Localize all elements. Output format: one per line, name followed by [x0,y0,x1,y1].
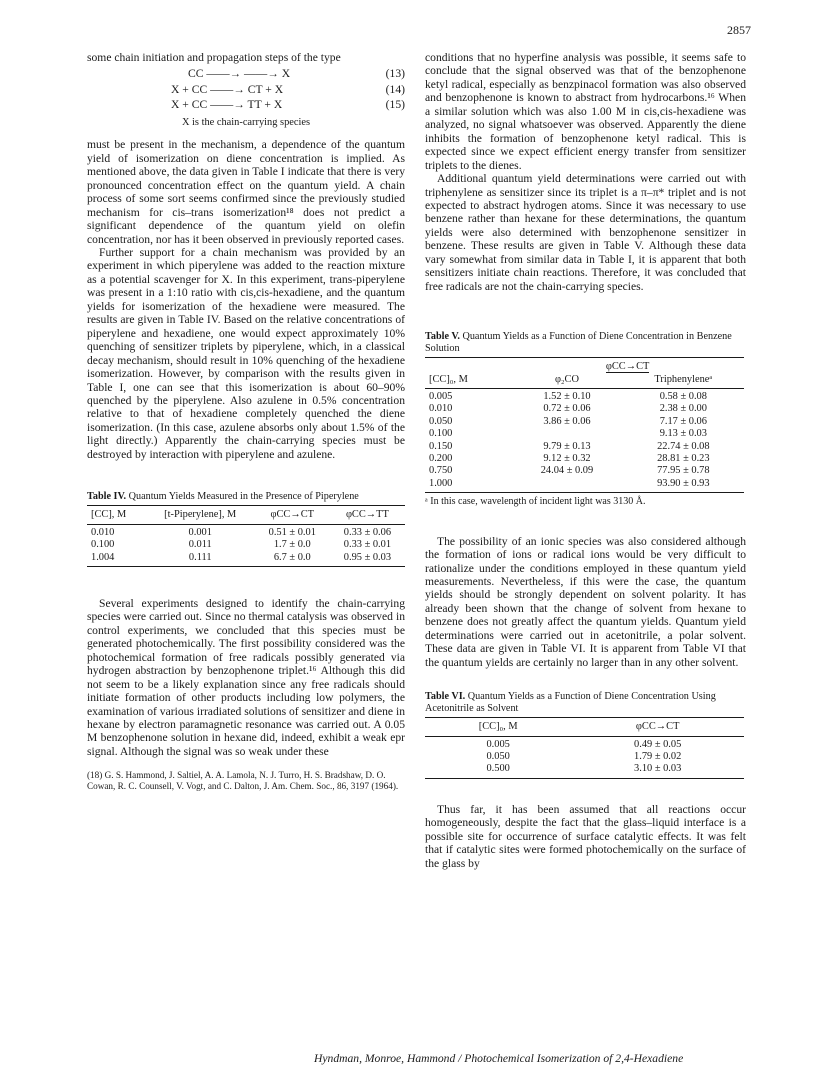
table-cell: 77.95 ± 0.78 [657,465,710,477]
table-cell: 93.90 ± 0.93 [623,478,744,493]
page-number: 2857 [727,23,751,37]
column-header: φCC→CT [255,506,330,524]
table-cell: 9.12 ± 0.32 [543,453,591,464]
table-cell: 1.52 ± 0.10 [543,390,591,402]
table-label: Table V. [425,331,460,343]
table-cell: 0.33 ± 0.06 [343,526,392,538]
equation-15 [87,98,405,114]
table-footnote: ᵃ In this case, wavelength of incident light was 3130 Å. [425,496,646,508]
table-cell: 9.13 ± 0.03 [659,428,707,440]
table-cell: 0.750 [429,465,453,477]
table-row [425,428,744,440]
equation-number: (14) [385,82,405,96]
table-cell: 0.005 [486,738,510,750]
table-v [425,357,744,493]
equation-note: X is the chain-carrying species [181,116,311,128]
paragraph: The possibility of an ionic species was also considered although the formation of ions or radical ions would be very difficult to rationalize under the conditions employed in these quantum yield measurements. Nevertheless, if this were the case, the quantum yields should be strongly dependent on solvent polarity. It has already been shown that the change of solvent from hexane to benzene does not greatly affect the quantum yields. Quantum yield determinations were carried out in acetonitrile, a polar solvent. These data are given in Table VI. It is apparent from Table VI that the quantum yields are certainly no larger than in any other solvent. [425,534,746,669]
table-cell: 0.100 [429,428,453,440]
table-vi-caption [425,691,746,715]
table-row [425,763,744,778]
table-cell: 0.200 [429,453,453,464]
table-row [87,539,405,551]
blank-header [425,358,511,374]
table-cell: 0.005 [429,390,453,402]
table-cell: 0.050 [486,751,510,763]
table-span-header-row [425,358,744,374]
span-header-label: φCC→CT [605,361,650,373]
table-header-row [425,374,744,389]
table-cell: 3.10 ± 0.03 [571,763,744,778]
table-cell: 0.050 [429,415,453,427]
table-cell: 28.81 ± 0.23 [657,453,710,464]
table-cell: 0.72 ± 0.06 [543,403,591,415]
table-iv-caption [87,491,405,503]
table-vi [425,717,744,779]
paragraph: Further support for a chain mechanism was provided by an experiment in which piperylene was added to the reaction mixture as a potential scavenger for X. In this experiment, trans-piperylene was present in a 1:10 ratio with cis,cis-hexadiene, and the quantum yields for isomerization of the hexadiene were measured. The results are given in Table IV. Based on the relative concentrations of piperylene and hexadiene, one would expect approximately 10% quenching of sensitizer triplets by piperylene, which, in a classical decay mechanism, should result in 10% quenching of the hexadiene isomerization. However, by comparison with the results given in Table I, one can see that this isomerization is about 60–90% quenched by the piperylene. Also azulene in 0.5% concentration relative to that of hexadiene completely quenched the diene isomerization. (In this case, azulene absorbs only about 1.5% of the light directly.) Apparently the chain-carrying species must be destroyed by interaction with piperylene and azulene. [87,246,405,461]
table-row [425,453,744,465]
table-cell: 1.7 ± 0.0 [273,539,311,551]
table-caption-text: Quantum Yields Measured in the Presence of Piperylene [128,491,359,503]
table-cell: 24.04 ± 0.09 [540,465,594,477]
table-cell: 0.011 [188,539,212,551]
table-v-caption [425,331,746,355]
table-label: Table VI. [425,691,466,703]
table-header-row [425,718,744,736]
table-cell: 1.79 ± 0.02 [634,751,682,763]
column-header: [CC], M [87,506,146,524]
table-header-row [87,506,405,524]
equation-expression: X + CC ——→ TT + X [171,98,283,112]
table-cell: 0.111 [146,552,255,567]
paragraph: Additional quantum yield determinations were carried out with triphenylene as sensitizer since its triplet is a π–π* triplet and is not expected to abstract hydrogen atoms. Since it was necessary to use benzene rather than hexane for these determinations, the quantum yields were also determined with benzophenone sensitizer in benzene. These results are given in Table V. Although these data vary somewhat from similar data in Table I, it is apparent that both sensitizers initiate chain reactions. Therefore, it was concluded that free radicals are not the chain-carrying species. [425,172,746,293]
table-row [425,416,744,428]
table-cell: 0.95 ± 0.03 [330,552,405,567]
table-caption-text: Quantum Yields as a Function of Diene Concentration in Benzene Solution [425,331,732,355]
table-row [425,736,744,751]
table-cell: 1.004 [87,552,146,567]
table-row [425,403,744,415]
table-row [87,524,405,539]
paragraph: Several experiments designed to identify the chain-carrying species were carried out. Since no thermal catalysis was observed in control experiments, we concluded that this species must be generated photochemically. The first possibility considered was the photochemical formation of free radicals possibly generated via hydrogen abstraction by benzophenone triplet.¹⁶ Although this did not seem to be a likely explanation since any free radicals should initiate formation of other products including low polymers, the examination of various irradiated solutions of sensitizer and diene in hexane by electron paramagnetic resonance was carried out. A 0.05 M benzophenone solution in hexane did, indeed, exhibit a weak epr signal. Although the signal was so weak under these [87,596,405,758]
running-footer: Hyndman, Monroe, Hammond / Photochemical Isomerization of 2,4-Hexadiene [314,1052,684,1065]
paragraph: Thus far, it has been assumed that all reactions occur homogeneously, despite the fact that the glass–liquid interface is a possible site for occurrence of surface catalytic effects. It was felt that if catalytic sites were formed photochemically on the surface of the glass by [425,802,746,870]
table-row [425,478,744,493]
table-cell: 1.000 [425,478,511,493]
intro-line: some chain initiation and propagation steps of the type [87,51,341,64]
table-cell: 0.58 ± 0.08 [659,390,707,402]
table-cell: 0.51 ± 0.01 [268,526,316,538]
paragraph: conditions that no hyperfine analysis was possible, it seems safe to conclude that the signal observed was that of the benzophenone ketyl radical, especially as benzpinacol formation was also observed and benzophenone is known to abstract from hydrocarbons.¹⁶ When a similar solution which was also 1.00 M in cis,cis-hexadiene was analyzed, no signal whatsoever was observed. Apparently the diene inhibits the formation of benzophenone ketyl radical. This is expected since we expect efficient energy transfer from sensitizer triplets to the dienes. [425,51,746,172]
equation-number: (13) [385,67,405,81]
table-cell: 0.010 [429,403,453,415]
equation-block [87,67,405,114]
table-cell: 0.100 [91,539,115,551]
table-cell: 9.79 ± 0.13 [543,440,591,452]
table-cell: 7.17 ± 0.06 [659,415,707,427]
table-cell [511,428,622,440]
equation-expression: CC ——→ ——→ X [188,67,291,81]
equation-14 [87,83,405,99]
table-caption-text: Quantum Yields as a Function of Diene Concentration Using Acetonitrile as Solvent [425,691,716,715]
table-row [87,552,405,567]
table-body [425,388,744,492]
column-header: φCC→CT [571,718,744,736]
paragraph: must be present in the mechanism, a dependence of the quantum yield of isomerization on diene concentration is implied. As mentioned above, the data given in Table I indicate that there is very pronounced concentration effect on the quantum yield. A chain process of some sort seems confirmed since the previously studied mechanism for cis–trans isomerization¹⁸ does not predict a significant dependence of the quantum yield on olefin concentration, nor has it been observed in previously reported cases. [87,138,405,246]
span-header [511,358,744,374]
table-cell: 0.010 [91,526,115,538]
table-cell: 0.150 [429,440,453,452]
reference-note: (18) G. S. Hammond, J. Saltiel, A. A. Lamola, N. J. Turro, H. S. Bradshaw, D. O. Cowan, R. C. Counsell, V. Vogt, and C. Dalton, J. Am. Chem. Soc., 86, 3197 (1964). [87,770,399,791]
table-cell: 3.86 ± 0.06 [543,415,591,427]
table-cell: 0.001 [188,526,212,538]
table-iv [87,505,405,567]
table-cell: 22.74 ± 0.08 [657,440,710,452]
equation-number: (15) [385,98,405,112]
equation-13 [87,67,405,83]
table-cell: 6.7 ± 0.0 [255,552,330,567]
right-column [425,51,746,870]
table-cell: 2.38 ± 0.00 [659,403,707,415]
table-cell: 0.49 ± 0.05 [634,738,682,750]
table-row [425,388,744,403]
table-row [425,465,744,477]
column-header: [CC]₀, M [425,718,571,736]
table-cell: 0.33 ± 0.01 [343,539,392,551]
table-row [425,751,744,763]
column-header: φCC→TT [330,506,405,524]
table-cell [511,478,622,493]
column-header: φ₂CO [511,374,622,389]
column-header: Triphenyleneᵃ [623,374,744,389]
column-header: [t-Piperylene], M [146,506,255,524]
table-row [425,441,744,453]
equation-expression: X + CC ——→ CT + X [171,82,284,96]
table-label: Table IV. [87,491,127,503]
column-header: [CC]₀, M [425,374,511,389]
left-column [87,51,405,792]
table-cell: 0.500 [425,763,571,778]
